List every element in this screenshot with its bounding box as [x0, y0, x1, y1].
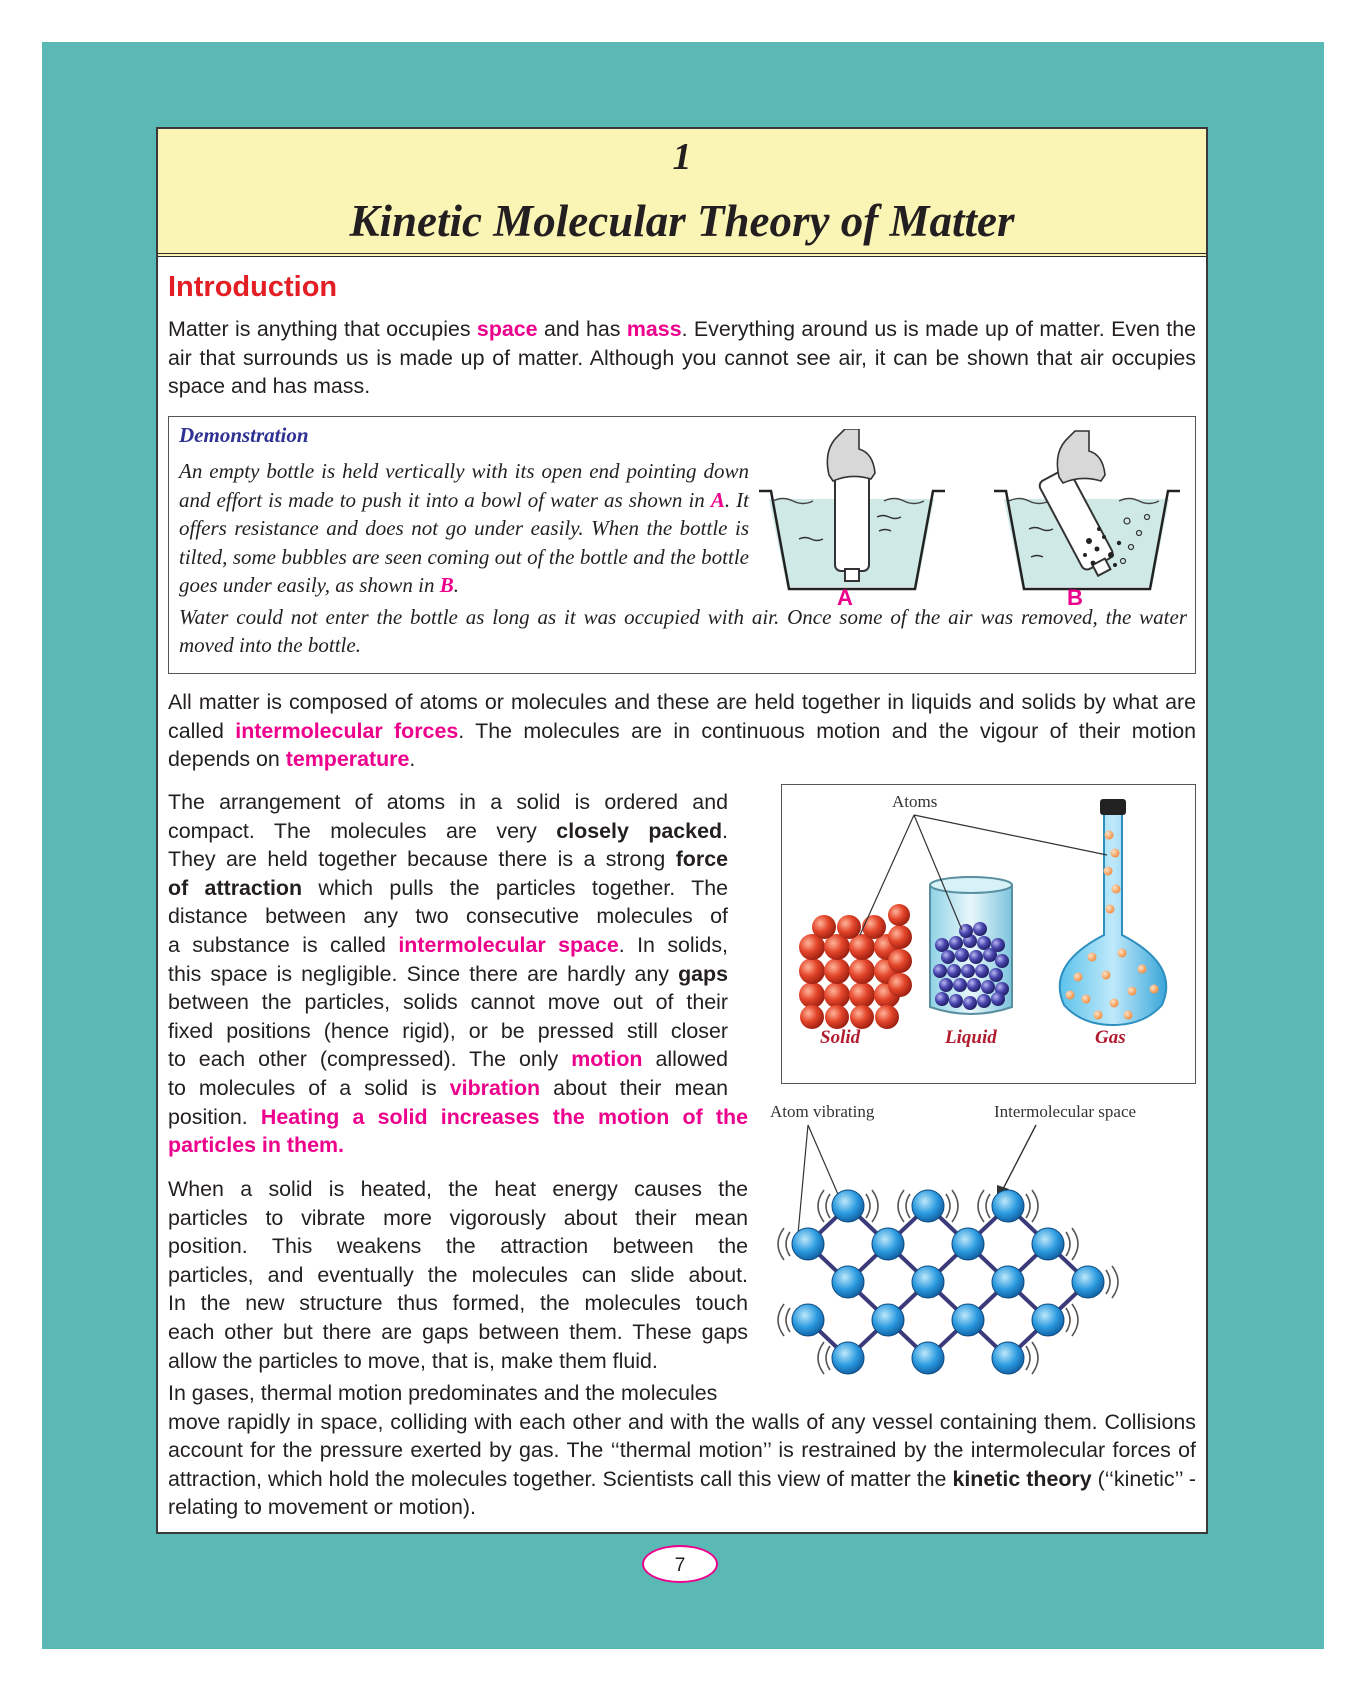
p4-line-2: particles to vibrate more vigorously about their mean — [168, 1205, 748, 1230]
p5-rest — [168, 1408, 1196, 1522]
p4-line-6: each other but there are gaps between them. These gaps — [168, 1319, 748, 1344]
demo-text-b: . It offers resistance and does not go under easily. When the bottle is tilted, some bubbles are seen coming out of the bottle and the bottle goes under easily, as shown in — [179, 487, 750, 597]
introduction-heading: Introduction — [168, 271, 338, 303]
p2-text-c: . — [409, 747, 416, 772]
intro-text-a: Matter is anything that occupies — [168, 317, 477, 341]
p4-line-3: position. This weakens the attraction between the — [168, 1234, 748, 1259]
demo-text-c: . — [453, 573, 460, 597]
intro-text-b: and has — [537, 317, 627, 341]
hand-b — [1057, 431, 1105, 483]
p5-text-a: move rapidly in space, colliding with each other and with the walls of any vessel containing them. Collisions account for the pressure exerted by gas. The ‘‘thermal motion’’ is restrained by the intermolecular forces of attraction, which hold the molecules together. Scientists call this view of matter the — [168, 1409, 1196, 1491]
keyword-vibration: vibration — [449, 1075, 541, 1100]
p3-l2a: compact. The molecules are very — [168, 818, 557, 843]
page-number: 7 — [642, 1545, 718, 1583]
p3-l2c: . — [722, 818, 728, 843]
term-of-attraction: of attraction — [168, 875, 303, 900]
p3-line-3 — [168, 845, 728, 874]
p3-l11c: about their mean — [540, 1075, 728, 1100]
p3-line-2 — [168, 817, 728, 846]
solid-cube — [799, 904, 912, 1029]
demonstration-conclusion: Water could not enter the bottle as long as it was occupied with air. Once some of the air was removed, the water moved into the bottle. — [179, 605, 1187, 657]
bottle-a — [835, 471, 869, 571]
vibrating-lattice-figure — [768, 1099, 1198, 1399]
solid-arrangement-paragraph — [168, 788, 748, 1160]
bowl-a-figure — [759, 429, 945, 589]
hand-a — [827, 429, 875, 481]
chapter-title-box — [158, 129, 1206, 257]
p2-text-b: . The molecules are in continuous motion and the vigour of their motion depends on — [168, 718, 1196, 772]
p4-line-4: particles, and eventually the molecules can slide about. — [168, 1262, 748, 1287]
p3-line-7 — [168, 960, 728, 989]
liquid-beaker — [930, 877, 1012, 1014]
p4-line-7: allow the particles to move, that is, make them fluid. — [168, 1348, 658, 1373]
heating-solid-paragraph — [168, 1175, 748, 1375]
keyword-intermolecular-space: intermolecular space — [398, 932, 619, 957]
demonstration-box — [168, 416, 1196, 674]
bowl-b-figure — [994, 431, 1180, 589]
p4-line-5: In the new structure thus formed, the molecules touch — [168, 1291, 748, 1316]
bottle-in-water-illustration — [759, 429, 1189, 607]
demonstration-text — [179, 457, 749, 600]
chapter-title: Kinetic Molecular Theory of Matter — [349, 196, 1015, 246]
p3-line-13: particles in them. — [168, 1133, 344, 1158]
keyword-space: space — [476, 317, 538, 341]
p3-l12a: position. — [168, 1104, 261, 1129]
p3-line-10 — [168, 1045, 728, 1074]
intro-text-c: . Everything around us is made up of matter. Even the air that surrounds us is made up of matter. Although you cannot see air, it can be shown that air occupies space and has mass. — [168, 317, 1196, 399]
p3-line-6 — [168, 931, 728, 960]
label-solid: Solid — [820, 1027, 861, 1048]
intermolecular-space-arrow — [997, 1125, 1036, 1199]
term-closely-packed: closely packed — [556, 818, 723, 843]
p3-l4b: which pulls the particles together. The — [302, 875, 728, 900]
matter-composition-paragraph — [168, 688, 1196, 774]
demo-text-a: An empty bottle is held vertically with its open end pointing down and effort is made to push it into a bowl of water as shown in — [179, 459, 749, 512]
gas-flask — [1060, 799, 1167, 1025]
p3-line-8: between the particles, solids cannot move out of their — [168, 990, 728, 1015]
keyword-temperature: temperature — [285, 747, 410, 772]
p5-line-1: In gases, thermal motion predominates and the molecules — [168, 1381, 718, 1405]
keyword-heating-statement: Heating a solid increases the motion of the — [260, 1104, 748, 1129]
p3-line-5: distance between any two consecutive molecules of — [168, 904, 728, 929]
demonstration-heading: Demonstration — [179, 423, 309, 447]
label-liquid: Liquid — [945, 1027, 997, 1048]
textbook-page — [156, 127, 1208, 1534]
p3-line-1: The arrangement of atoms in a solid is ordered and — [168, 790, 728, 814]
atom-vibrating-label: Atom vibrating — [770, 1102, 875, 1121]
term-force: force — [675, 847, 728, 872]
label-b: B — [1067, 585, 1083, 607]
p5-text-b: (‘‘kinetic’’ - relating to movement or motion). — [168, 1466, 1196, 1520]
p3-l6a: a substance is called — [168, 932, 399, 957]
figure-ref-a: A — [710, 487, 725, 512]
p3-l3a: They are held together because there is a strong — [168, 847, 676, 872]
term-kinetic-theory: kinetic theory — [952, 1466, 1092, 1491]
keyword-motion: motion — [571, 1047, 643, 1072]
intro-paragraph — [168, 315, 1196, 401]
p4-line-1: When a solid is heated, the heat energy causes the — [168, 1177, 748, 1201]
atoms-label: Atoms — [892, 792, 938, 811]
chapter-number: 1 — [672, 136, 692, 178]
p3-line-12 — [168, 1103, 748, 1132]
gases-paragraph — [168, 1379, 1196, 1522]
keyword-mass: mass — [626, 317, 682, 341]
keyword-intermolecular-forces: intermolecular forces — [235, 718, 459, 743]
p3-line-4 — [168, 874, 728, 903]
p3-l11a: to molecules of a solid is — [168, 1075, 450, 1100]
lattice-atoms — [778, 1190, 1118, 1374]
p3-l10a: to each other (compressed). The only — [168, 1047, 572, 1072]
p3-l7a: this space is negligible. Since there are hardly any — [168, 961, 679, 986]
p3-l10c: allowed — [642, 1047, 728, 1072]
p3-line-11 — [168, 1074, 728, 1103]
p2-text-a: All matter is composed of atoms or molecules and these are held together in liquids and solids by what are called — [168, 690, 1196, 743]
label-gas: Gas — [1095, 1027, 1126, 1048]
figure-ref-b: B — [439, 573, 454, 597]
intermolecular-space-label: Intermolecular space — [994, 1102, 1137, 1121]
label-a: A — [837, 585, 853, 607]
states-of-matter-figure — [781, 784, 1196, 1084]
p3-line-9: fixed positions (hence rigid), or be pressed still closer — [168, 1018, 728, 1043]
term-gaps: gaps — [678, 961, 728, 986]
p3-l6c: . In solids, — [618, 932, 728, 957]
